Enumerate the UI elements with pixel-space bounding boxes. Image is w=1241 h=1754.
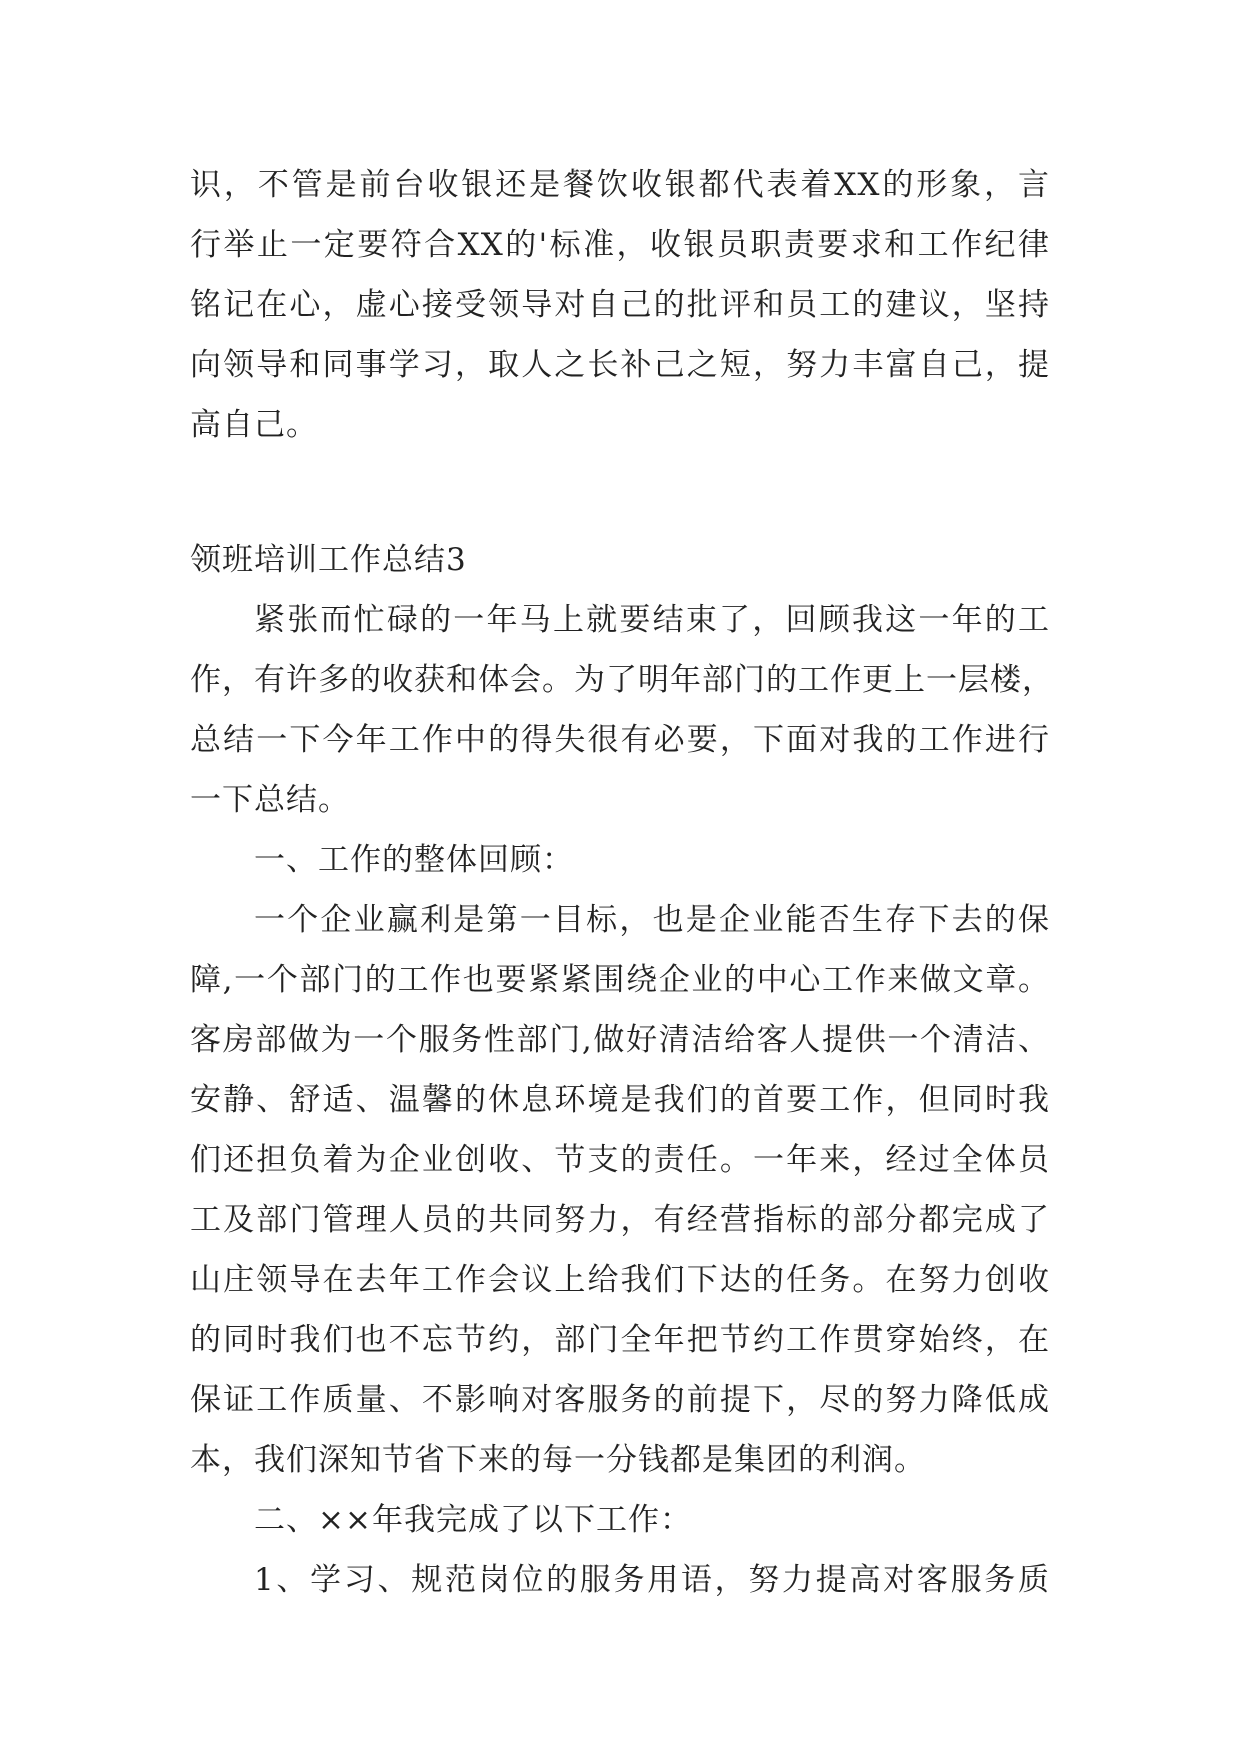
paragraph-line: 工及部门管理人员的共同努力，有经营指标的部分都完成了	[190, 1202, 1050, 1238]
heading-completed-work: 二、××年我完成了以下工作：	[254, 1502, 692, 1538]
paragraph-line: 一下总结。	[190, 782, 350, 818]
paragraph-line: 本，我们深知节省下来的每一分钱都是集团的利润。	[190, 1442, 926, 1478]
paragraph-line: 的同时我们也不忘节约，部门全年把节约工作贯穿始终，在	[190, 1322, 1050, 1358]
paragraph-line: 保证工作质量、不影响对客服务的前提下，尽的努力降低成	[190, 1382, 1050, 1418]
paragraph-line: 向领导和同事学习，取人之长补己之短，努力丰富自己，提	[190, 347, 1050, 383]
paragraph-line: 铭记在心，虚心接受领导对自己的批评和员工的建议，坚持	[190, 287, 1050, 323]
paragraph-line: 们还担负着为企业创收、节支的责任。一年来，经过全体员	[190, 1142, 1050, 1178]
paragraph-line: 识，不管是前台收银还是餐饮收银都代表着XX的形象，言	[190, 167, 1050, 203]
list-item: 1、学习、规范岗位的服务用语，努力提高对客服务质	[254, 1562, 1050, 1598]
paragraph-line: 紧张而忙碌的一年马上就要结束了，回顾我这一年的工	[254, 602, 1050, 638]
paragraph-line: 山庄领导在去年工作会议上给我们下达的任务。在努力创收	[190, 1262, 1050, 1298]
paragraph-line: 高自己。	[190, 407, 318, 443]
paragraph-line: 总结一下今年工作中的得失很有必要，下面对我的工作进行	[190, 722, 1050, 758]
section-title: 领班培训工作总结3	[190, 542, 467, 578]
paragraph-line: 安静、舒适、温馨的休息环境是我们的首要工作，但同时我	[190, 1082, 1050, 1118]
paragraph-line: 障,一个部门的工作也要紧紧围绕企业的中心工作来做文章。	[190, 962, 1050, 998]
paragraph-line: 作，有许多的收获和体会。为了明年部门的工作更上一层楼，	[190, 662, 1054, 698]
heading-overall-review: 一、工作的整体回顾：	[254, 842, 574, 878]
document-page	[190, 155, 1054, 1610]
paragraph-line: 行举止一定要符合XX的'标准，收银员职责要求和工作纪律	[190, 227, 1050, 263]
paragraph-line: 客房部做为一个服务性部门,做好清洁给客人提供一个清洁、	[190, 1022, 1050, 1058]
paragraph-line: 一个企业赢利是第一目标，也是企业能否生存下去的保	[254, 902, 1050, 938]
section-gap	[190, 455, 1050, 530]
